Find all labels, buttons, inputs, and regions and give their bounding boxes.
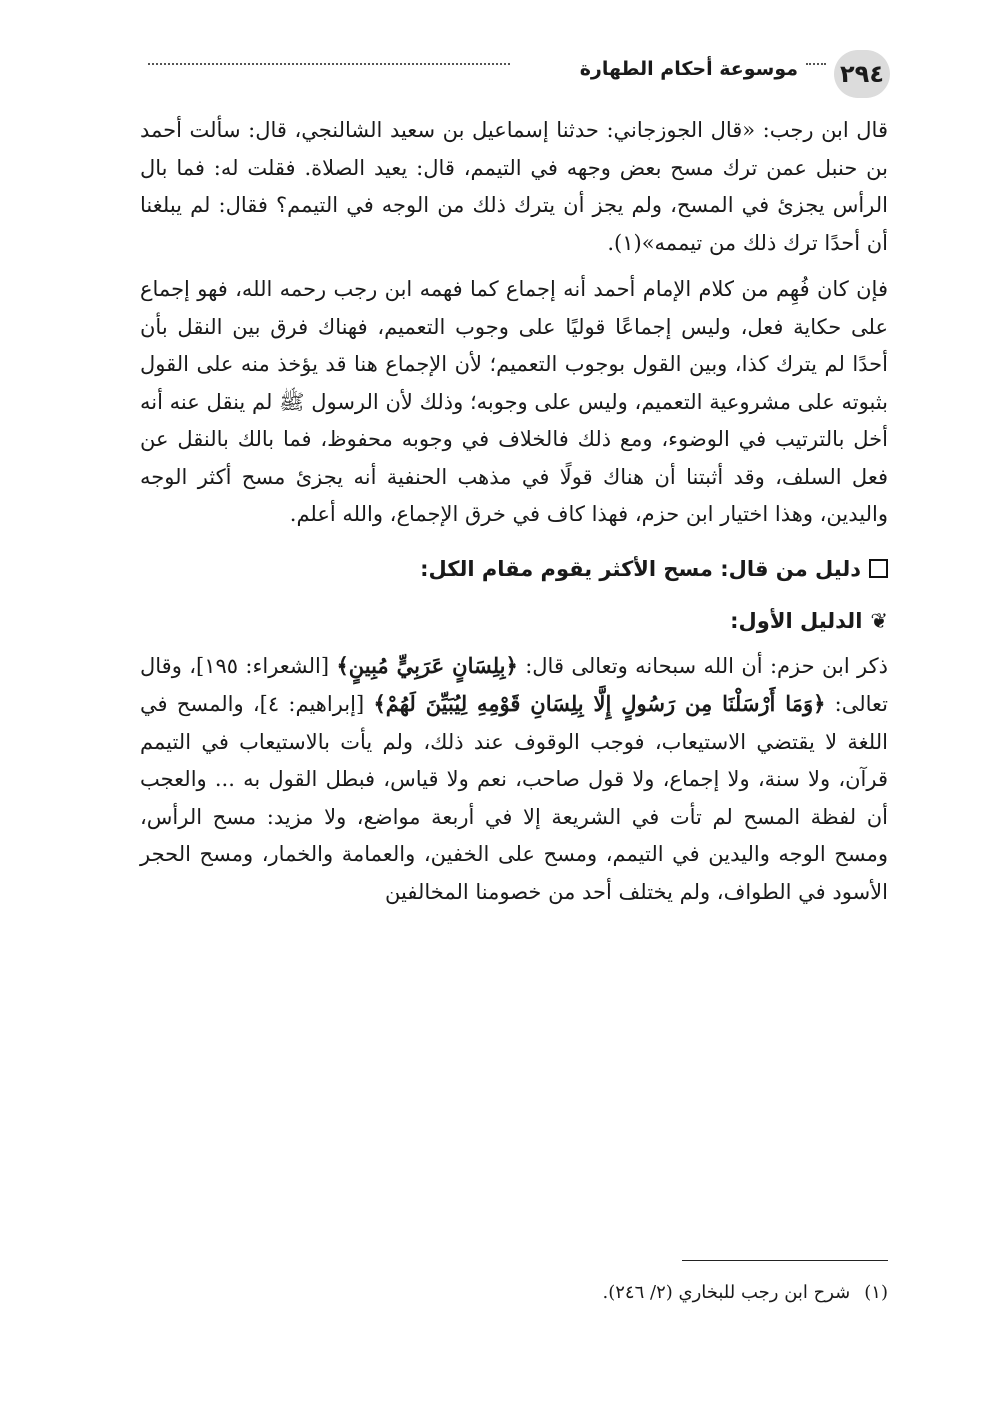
header-dots-right <box>806 63 826 65</box>
page-number: ٢٩٤ <box>834 50 890 98</box>
paragraph-text: [الشعراء: ١٩٥]، وقال تعالى: <box>140 653 889 716</box>
footnote <box>140 1280 888 1306</box>
footnote-text: شرح ابن رجب للبخاري (٢/ ٢٤٦). <box>602 1282 851 1303</box>
footnote-number: (١) <box>864 1282 888 1303</box>
section-heading <box>140 543 888 595</box>
body-text <box>140 112 888 920</box>
checkbox-icon <box>869 559 888 578</box>
header-dots-left <box>148 63 510 65</box>
paragraph-text: ذكر ابن حزم: أن الله سبحانه وتعالى قال: <box>517 653 888 678</box>
leaf-icon: ❦ <box>870 608 888 633</box>
running-title: موسوعة أحكام الطهارة <box>579 58 798 80</box>
section-heading-text: دليل من قال: مسح الأكثر يقوم مقام الكل: <box>420 556 861 581</box>
footnote-rule <box>682 1260 888 1261</box>
subsection-heading <box>140 595 888 647</box>
quran-verse: ﴿بِلِسَانٍ عَرَبِيٍّ مُبِينٍ﴾ <box>336 652 518 678</box>
paragraph <box>140 647 888 912</box>
paragraph: قال ابن رجب: «قال الجوزجاني: حدثنا إسماعيل بن سعيد الشالنجي، قال: سألت أحمد بن حنبل عمن ترك مسح بعض وجهه في التيمم، قال: يعيد الصلاة. فقلت له: فما بال الرأس يجزئ في المسح، ولم يجز أن يترك ذلك من الوجه في التيمم؟ فقال: لم يبلغنا أن أحدًا ترك ذلك من تيممه»(١). <box>140 118 888 255</box>
page-header <box>140 44 890 100</box>
subsection-heading-text: الدليل الأول: <box>730 608 863 633</box>
paragraph: فإن كان فُهِم من كلام الإمام أحمد أنه إجماع كما فهمه ابن رجب رحمه الله، فهو إجماع على حكاية فعل، وليس إجماعًا قوليًا على وجوب التعميم، فهناك فرق بين النقل بأن أحدًا لم يترك كذا، وبين القول بوجوب التعميم؛ لأن الإجماع هنا قد يؤخذ منه على القول بثبوته على مشروعية التعميم، وليس على وجوبه؛ وذلك لأن الرسول ﷺ لم ينقل عنه أنه أخل بالترتيب في الوضوء، ومع ذلك فالخلاف في وجوبه محفوظ، فما بالك بالنقل عن فعل السلف، وقد أثبتنا أن هناك قولًا في مذهب الحنفية أنه يجزئ مسح أكثر الوجه واليدين، وهذا اختيار ابن حزم، فهذا كاف في خرق الإجماع، والله أعلم. <box>140 277 888 526</box>
paragraph-text: [إبراهيم: ٤]، والمسح في اللغة لا يقتضي الاستيعاب، فوجب الوقوف عند ذلك، ولم يأت بالاستيعاب في التيمم قرآن، ولا سنة، ولا إجماع، ولا قول صاحب، نعم ولا قياس، فبطل القول به ... والعجب أن لفظة المسح لم تأت في الشريعة إلا في أربعة مواضع، ولا مزيد: مسح الرأس، ومسح الوجه واليدين في التيمم، ومسح على الخفين، والعمامة والخمار، ومسح الحجر الأسود في الطواف، ولم يختلف أحد من خصومنا المخالفين <box>140 692 888 904</box>
quran-verse: ﴿وَمَا أَرْسَلْنَا مِن رَسُولٍ إِلَّا بِلِسَانِ قَوْمِهِ لِيُبَيِّنَ لَهُمْ﴾ <box>373 691 826 716</box>
